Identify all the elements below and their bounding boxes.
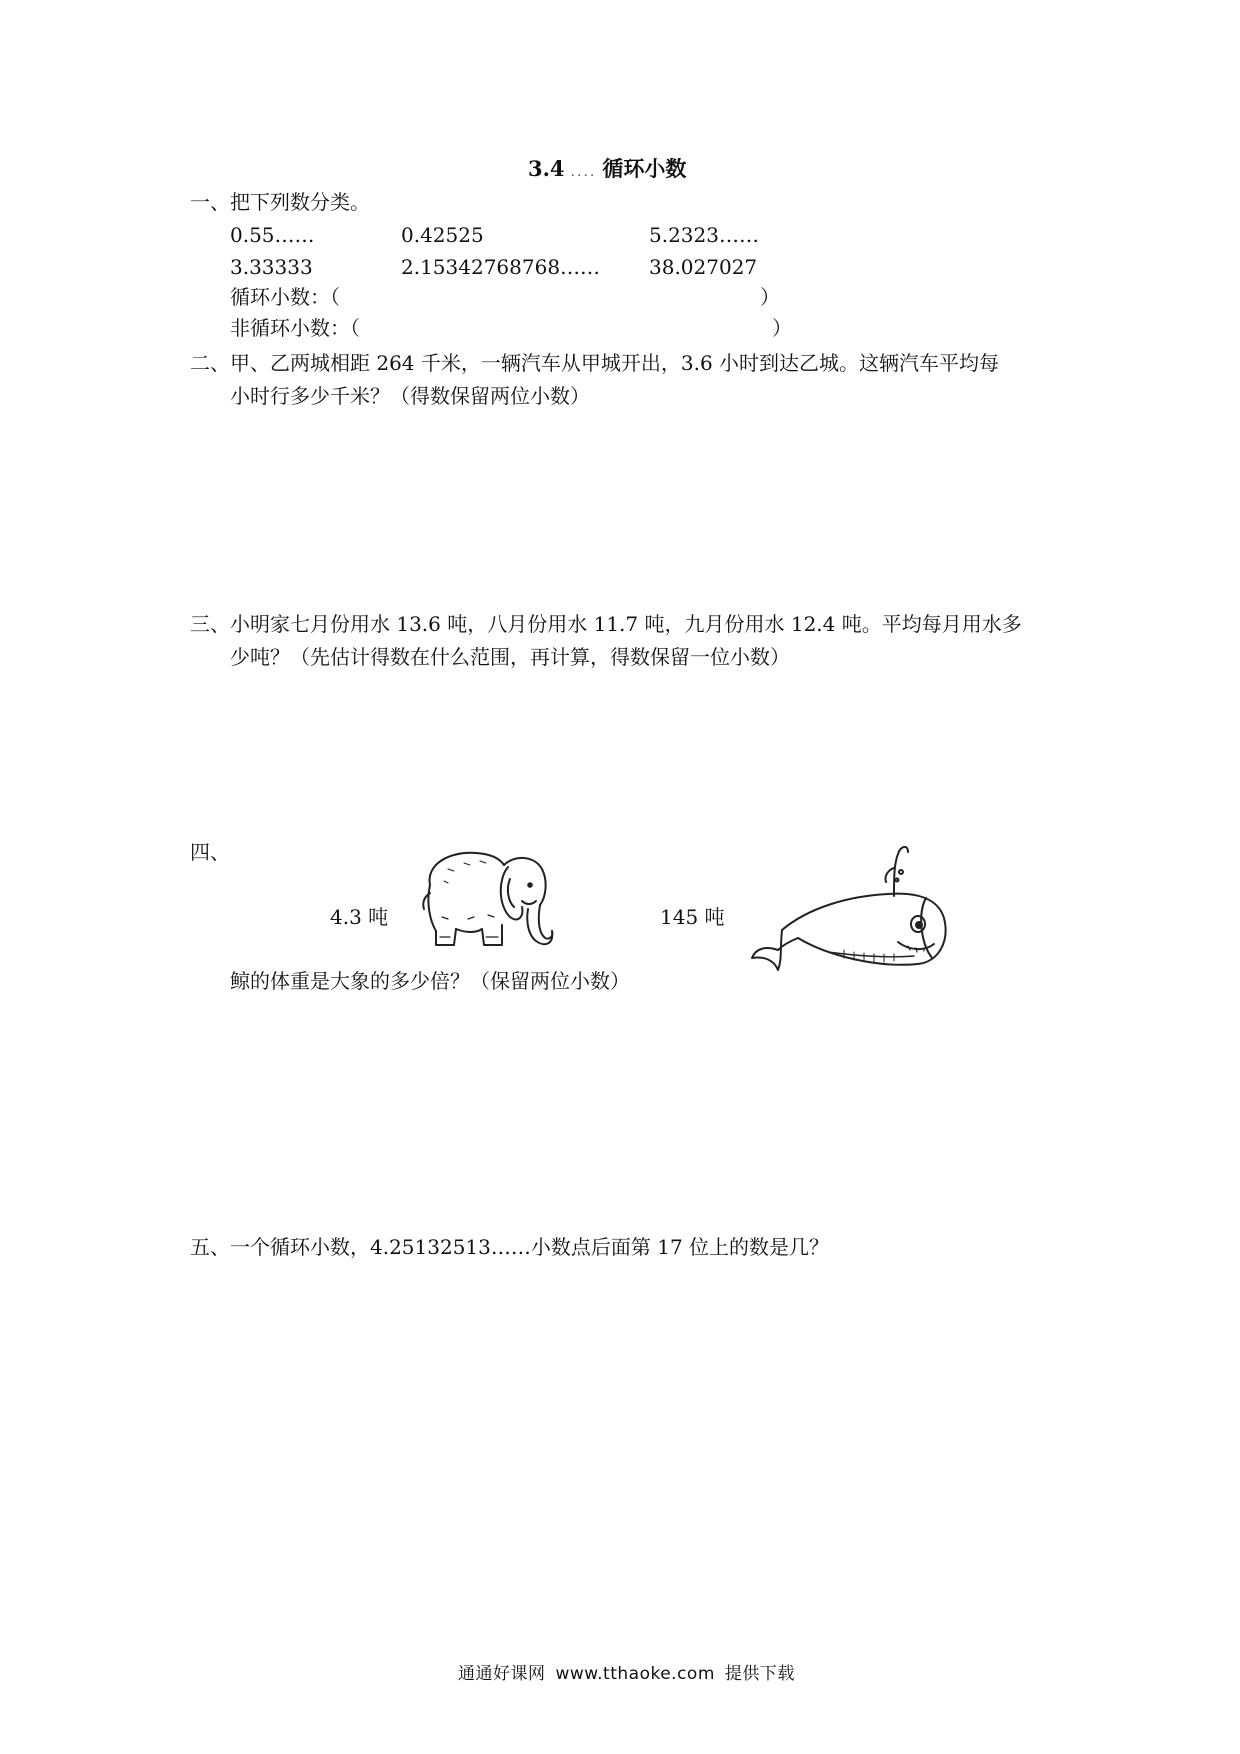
nonrepeating-decimal-label: 非循环小数：（ bbox=[230, 316, 360, 340]
q1-number-2: 0.42525 bbox=[401, 223, 484, 247]
whale-weight: 145 吨 bbox=[660, 905, 725, 929]
q2-line-1: 二、甲、乙两城相距 264 千米，一辆汽车从甲城开出，3.6 小时到达乙城。这辆汽车平均每 bbox=[190, 351, 1000, 375]
q3-line-1: 三、小明家七月份用水 13.6 吨，八月份用水 11.7 吨，九月份用水 12.4 吨。平均每月用水多 bbox=[190, 612, 1022, 636]
q1-number-4: 3.33333 bbox=[230, 255, 313, 279]
repeating-close-paren: ） bbox=[760, 285, 780, 309]
q1-number-1: 0.55…… bbox=[230, 223, 315, 247]
q1-number-3: 5.2323…… bbox=[649, 223, 759, 247]
q1-number-5: 2.15342768768…… bbox=[401, 255, 601, 279]
footer-url[interactable]: www.tthaoke.com bbox=[555, 1664, 715, 1684]
whale-icon bbox=[748, 838, 964, 970]
elephant-icon bbox=[418, 845, 558, 951]
q4-heading: 四、 bbox=[190, 840, 230, 864]
q4-question: 鲸的体重是大象的多少倍？（保留两位小数） bbox=[230, 969, 630, 993]
q1-heading: 一、把下列数分类。 bbox=[190, 190, 370, 214]
repeating-decimal-label: 循环小数：（ bbox=[230, 285, 340, 309]
title-text: 循环小数 bbox=[602, 156, 687, 181]
footer bbox=[458, 1659, 795, 1684]
nonrepeating-close-paren: ） bbox=[772, 316, 792, 340]
elephant-weight: 4.3 吨 bbox=[330, 905, 389, 929]
title-number: 3.4 bbox=[528, 156, 565, 181]
q3-line-2: 少吨？（先估计得数在什么范围，再计算，得数保留一位小数） bbox=[230, 645, 790, 669]
q5-text: 五、一个循环小数，4.25132513……小数点后面第 17 位上的数是几？ bbox=[190, 1235, 830, 1259]
footer-site: 通通好课网 bbox=[458, 1664, 546, 1684]
q2-line-2: 小时行多少千米？（得数保留两位小数） bbox=[230, 384, 590, 408]
title-dots: .... bbox=[570, 164, 597, 180]
q1-number-6: 38.027027 bbox=[649, 255, 758, 279]
footer-suffix: 提供下载 bbox=[724, 1664, 795, 1684]
page-title bbox=[528, 153, 686, 183]
